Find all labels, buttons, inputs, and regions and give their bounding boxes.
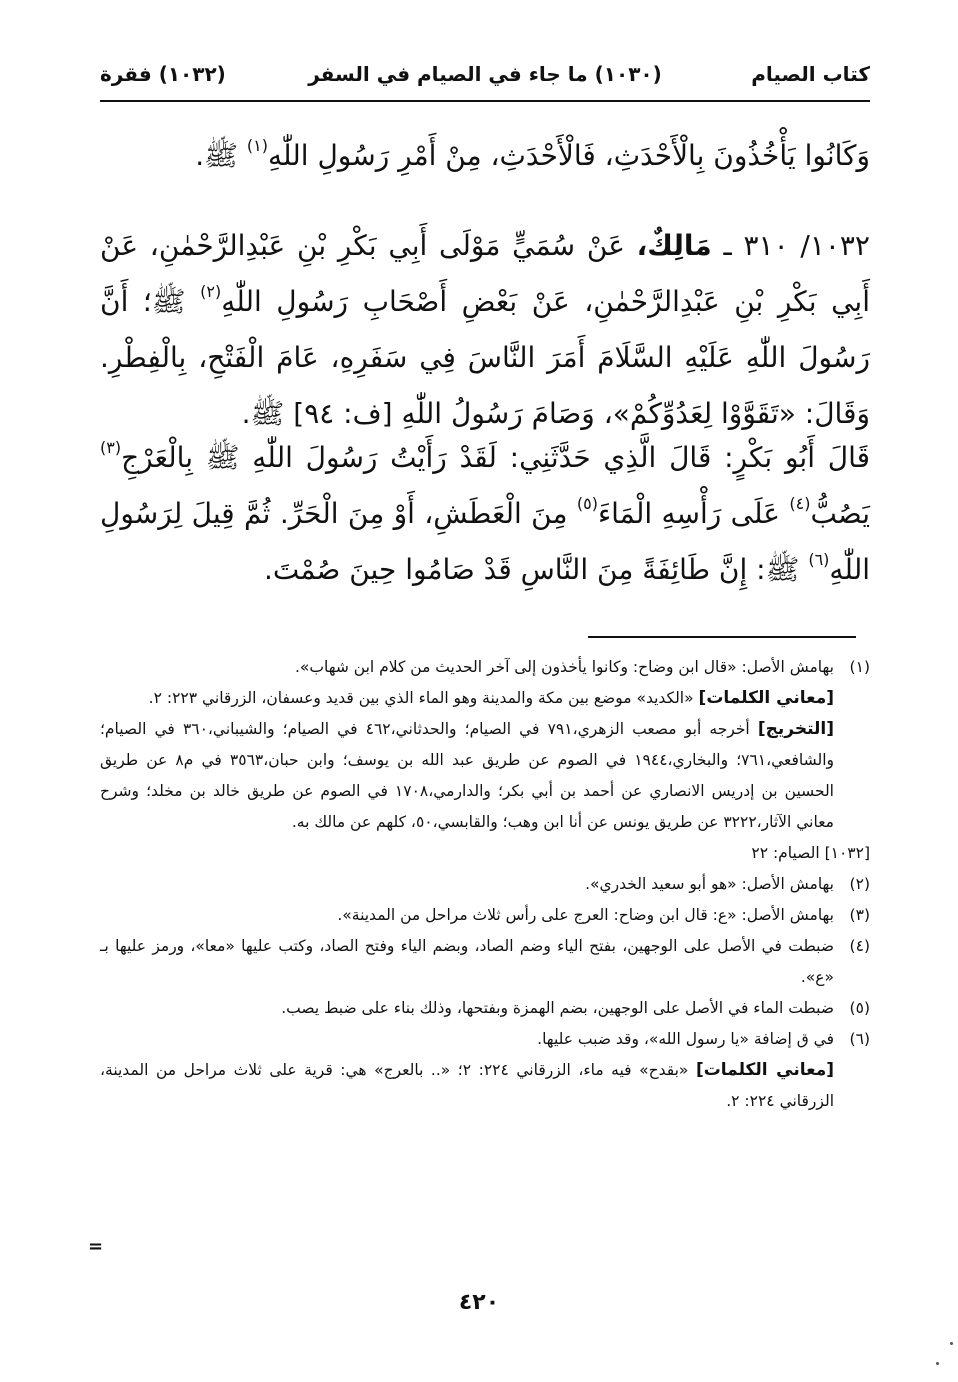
hadith-number: ١٠٣٢/ ٣١٠ ـ	[723, 229, 870, 262]
section-tag: [معاني الكلمات]	[695, 1060, 834, 1080]
footnote-3	[100, 900, 870, 931]
footnote-word-meanings	[100, 683, 834, 714]
footnote-number: (٥)	[849, 999, 870, 1017]
footnote-text: في ق إضافة «يا رسول الله»، وقد ضبب عليها.	[537, 1030, 834, 1048]
p3-text-2: يَصُبُّ	[810, 497, 871, 530]
section-text: «الكديد» موضع بين مكة والمدينة وهو الماء الذي بين قديد وعسفان، الزرقاني ٢٢٣: ٢.	[148, 689, 694, 707]
section-tag: [التخريج]	[757, 719, 834, 739]
section-tag: [معاني الكلمات]	[698, 688, 834, 708]
footnote-4	[100, 931, 870, 993]
p2-ref: [ف: ٩٤]	[293, 397, 393, 430]
footnotes	[100, 652, 870, 1117]
footnote-6	[100, 1024, 870, 1117]
p3-text-5: ﷺ: إِنَّ طَائِفَةً مِنَ النَّاسِ قَدْ صَامُوا حِينَ صُمْتَ.	[263, 553, 800, 586]
p3-text-3: عَلَى رَأْسِهِ الْمَاءَ	[597, 497, 780, 530]
section-text: «بقدح» فيه ماء، الزرقاني ٢٢٤: ٢؛ «.. بالعرج» هي: قرية على ثلاث مراحل من المدينة، الزرقاني ٢٢٤: ٢.	[100, 1061, 834, 1110]
footnote-ref-5: (٥)	[576, 494, 598, 513]
footnote-takhrij	[100, 714, 834, 838]
footnote-2	[100, 869, 870, 900]
footnote-number: (٦)	[849, 1030, 870, 1048]
p2-text-2: ﷺ؛ أَنَّ رَسُولَ اللّٰهِ عَلَيْهِ السَّلَامَ أَمَرَ النَّاسَ فِي سَفَرِهِ، عَامَ الْفَتْحِ، بِالْفِطْرِ. وَقَالَ: «تَقَوَّوْا لِعَدُوِّكُمْ»، وَصَامَ رَسُولُ اللّٰهِ	[100, 285, 870, 430]
footnote-ref-2: (٢)	[200, 282, 222, 301]
footnote-text: ضبطت في الأصل على الوجهين، بفتح الياء وضم الصاد، وبضم الياء وفتح الصاد، وكتب عليها «معا»، ورمز عليها بـ «ع».	[100, 937, 834, 986]
footnote-5	[100, 993, 870, 1024]
p1-text: وَكَانُوا يَأْخُذُونَ بِالْأَحْدَثِ، فَالْأَحْدَثِ، مِنْ أَمْرِ رَسُولِ اللّٰهِ	[267, 139, 870, 172]
footnote-ref-1: (١)	[246, 136, 268, 155]
running-header	[100, 62, 870, 92]
continuation-mark: =	[88, 1236, 104, 1257]
main-paragraph-1	[100, 128, 870, 184]
section-text: أخرجه أبو مصعب الزهري،٧٩١ في الصيام؛ والحدثاني،٤٦٢ في الصيام؛ والشيباني،٣٦٠ في الصيام؛ والشافعي،٧٦١؛ والبخاري،١٩٤٤ في الصوم عن طريق عبد الله بن يوسف؛ وابن حبان،٣٥٦٣ في م٨ عن طريق الحسين بن إدريس الانصاري عن أحمد بن أبي بكر؛ والدارمي،١٧٠٨ في الصوم عن طريق خالد بن مخلد؛ وشرح معاني الآثار،٣٢٢٢ عن طريق يونس عن أنا ابن وهب؛ والقابسي،٥٠، كلهم عن مالك به.	[100, 720, 834, 831]
footnote-text: بهامش الأصل: «قال ابن وضاح: وكانوا يأخذون إلى آخر الحديث من كلام ابن شهاب».	[295, 658, 834, 676]
p3-text-4: مِنَ الْعَطَشِ، أَوْ مِنَ الْحَرِّ. ثُمَّ قِيلَ لِرَسُولِ اللّٰهِ	[100, 497, 870, 586]
footnote-rule	[588, 636, 856, 638]
main-paragraph-2	[100, 218, 870, 442]
narrator-name: مَالِكٌ،	[636, 229, 712, 262]
p1-end: ﷺ.	[195, 139, 238, 172]
footnote-text: بهامش الأصل: «هو أبو سعيد الخدري».	[585, 875, 834, 893]
footnote-ref-3: (٣)	[100, 438, 122, 457]
footnote-ref-4: (٤)	[789, 494, 811, 513]
header-book-title: كتاب الصيام	[751, 62, 870, 86]
footnote-text: بهامش الأصل: «ع: قال ابن وضاح: العرج على رأس ثلاث مراحل من المدينة».	[337, 906, 834, 924]
main-paragraph-3	[100, 430, 870, 598]
header-paragraph-range: (١٠٣٢) فقرة	[100, 62, 226, 86]
scan-speck	[950, 1342, 953, 1345]
p2-end: ﷺ.	[241, 397, 285, 430]
footnote-number: (١)	[849, 658, 870, 676]
footnote-number: (٤)	[849, 937, 870, 955]
footnote-ref-6: (٦)	[808, 550, 830, 569]
p2-text-1: عَنْ سُمَيٍّ مَوْلَى أَبِي بَكْرِ بْنِ عَبْدِالرَّحْمٰنِ، عَنْ أَبِي بَكْرِ بْنِ عَبْدِالرَّحْمٰنِ، عَنْ بَعْضِ أَصْحَابِ رَسُولِ اللّٰهِ	[100, 229, 870, 318]
page-number: ٤٢٠	[458, 1290, 500, 1315]
header-rule	[100, 100, 870, 102]
p3-text-1: قَالَ أَبُو بَكْرٍ: قَالَ الَّذِي حَدَّثَنِي: لَقَدْ رَأَيْتُ رَسُولَ اللّٰهِ ﷺ بِالْعَرْجِ	[121, 441, 870, 474]
header-chapter-title: (١٠٣٠) ما جاء في الصيام في السفر	[308, 62, 662, 86]
footnote-number: (٢)	[849, 875, 870, 893]
footnote-text: ضبطت الماء في الأصل على الوجهين، بضم الهمزة وبفتحها، وذلك بناء على ضبط يصب.	[281, 999, 834, 1017]
cross-reference-line: [١٠٣٢] الصيام: ٢٢	[751, 844, 870, 862]
scan-speck	[936, 1362, 939, 1365]
footnote-word-meanings	[100, 1055, 834, 1117]
footnote-1	[100, 652, 870, 838]
footnote-number: (٣)	[849, 906, 870, 924]
